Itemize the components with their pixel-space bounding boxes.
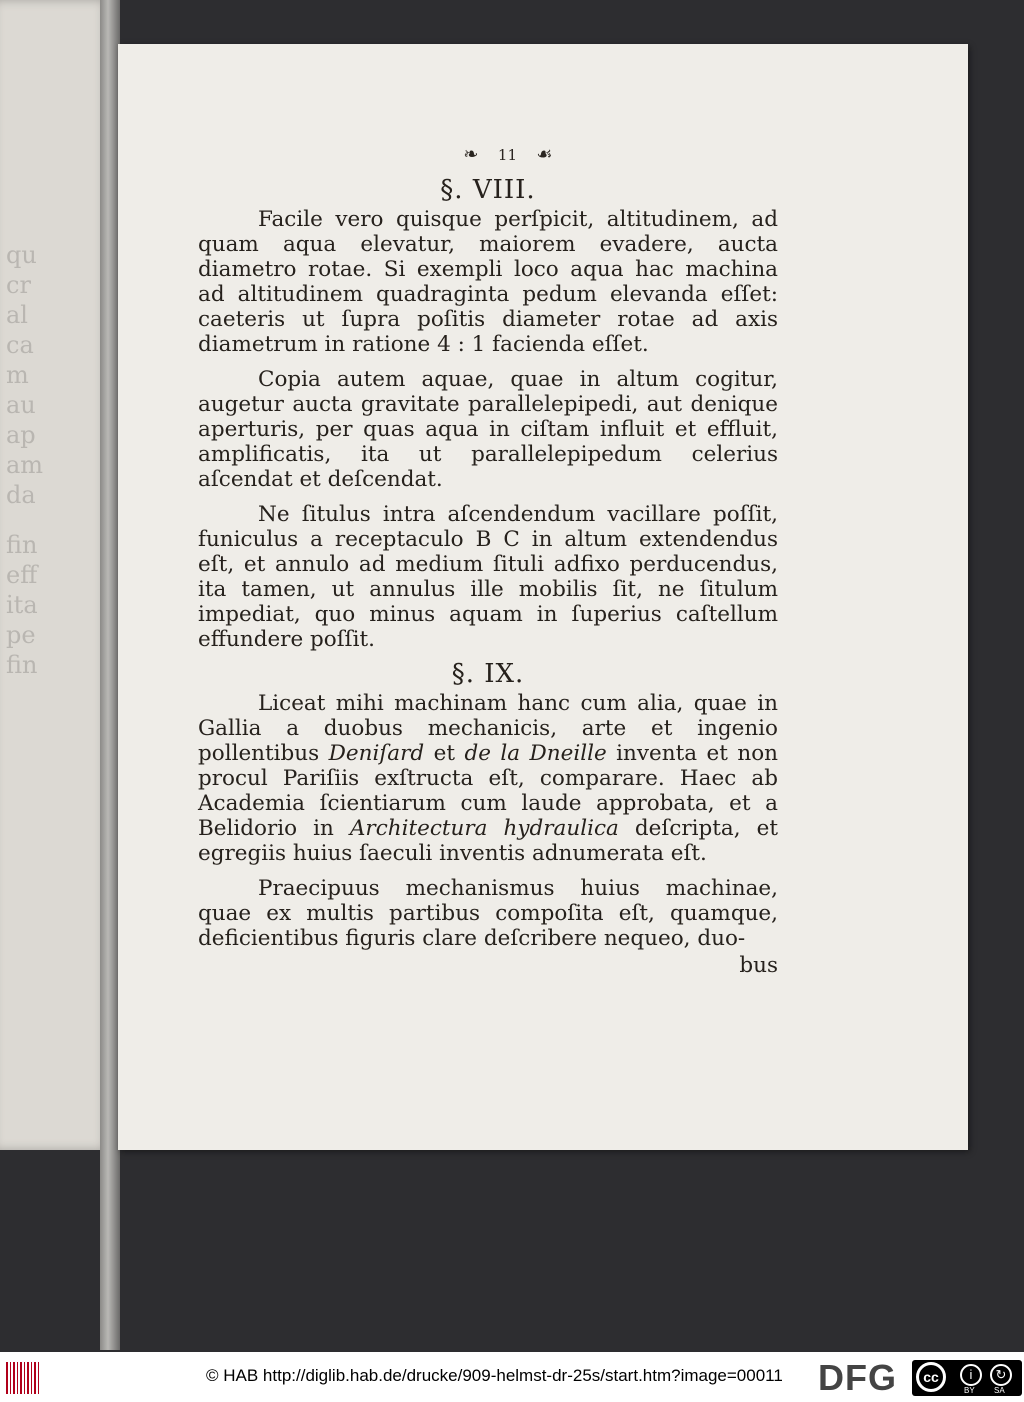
- bleed-through-text: au ap am da: [6, 391, 44, 509]
- body-text: [198, 172, 778, 978]
- barcode-icon: [6, 1362, 40, 1394]
- paragraph: Ne ſitulus intra aſcendendum vacillare poſſit, funiculus a receptaculo B C in altum extendendus eſt, et annulo ad medium ſituli adfixo perducendus, ita tamen, ut annulus ille mobilis ſit, ne ſitulum impediat, quo minus aquam in ſuperius caſtellum effundere poſſit.: [198, 502, 778, 652]
- person-name: Deniſard: [328, 741, 425, 766]
- paragraph: Facile vero quisque perſpicit, altitudinem, ad quam aqua elevatur, maiorem evadere, aucta diametro rotae. Si exempli loco aqua hac machina ad altitudinem quadraginta pedum elevanda eſſet: caeteris ut ſupra poſitis diameter rotae ad axis diametrum in ratione 4 : 1 facienda eſſet.: [198, 207, 778, 357]
- license-by-label: BY: [964, 1386, 975, 1395]
- attribution-icon: i: [960, 1364, 982, 1386]
- text-run: deſcripta, et egregiis huius ſaeculi inventis adnumerata eſt.: [198, 816, 778, 866]
- cc-icon: cc: [916, 1362, 946, 1392]
- text-run: inventa et non procul Pariſiis exſtructa eſt, comparare. Haec ab Academia ſcientiarum cum laude approbata, et a Belidorio in: [198, 741, 778, 841]
- viewer-footer: [0, 1352, 1024, 1402]
- license-sa-label: SA: [994, 1386, 1005, 1395]
- work-title: Architectura hydraulica: [349, 816, 619, 841]
- person-name: de la Dneille: [464, 741, 607, 766]
- section-heading: §. VIII.: [440, 175, 536, 205]
- catchword: bus: [739, 953, 778, 978]
- page-header: [428, 144, 588, 174]
- paragraph: Copia autem aquae, quae in altum cogitur, augetur aucta gravitate parallelepipedi, aut denique aperturis, per quas aqua in ciſtam influit et effluit, amplificatis, ita ut parallelepipedum celerius aſcendat et deſcendat.: [198, 367, 778, 492]
- paragraph: [198, 691, 778, 866]
- bleed-through-text: fin eff ita pe fin: [6, 531, 38, 679]
- book-page: [118, 44, 968, 1150]
- section-heading: §. IX.: [451, 659, 525, 689]
- book-gutter: [100, 0, 120, 1350]
- ornament-right-icon: ☙: [536, 144, 553, 165]
- text-run: Liceat mihi machinam hanc cum alia, quae in Gallia a duobus mechanicis, arte et ingenio pollentibus: [198, 691, 778, 766]
- source-link[interactable]: © HAB http://diglib.hab.de/drucke/909-helmst-dr-25s/start.htm?image=00011: [206, 1366, 783, 1385]
- facing-page-edge: [0, 0, 110, 1150]
- text-run: et: [424, 741, 465, 766]
- share-alike-icon: ↻: [990, 1364, 1012, 1386]
- paragraph: Praecipuus mechanismus huius machinae, quae ex multis partibus compoſita eſt, quamque, deficientibus figuris clare deſcribere nequeo, duo-: [198, 876, 778, 951]
- cc-license-badge[interactable]: [912, 1360, 1022, 1396]
- dfg-logo: DFG: [818, 1357, 897, 1398]
- page-number: 11: [497, 145, 518, 164]
- ornament-left-icon: ❧: [463, 144, 479, 165]
- bleed-through-text: qu cr al ca m: [6, 241, 37, 389]
